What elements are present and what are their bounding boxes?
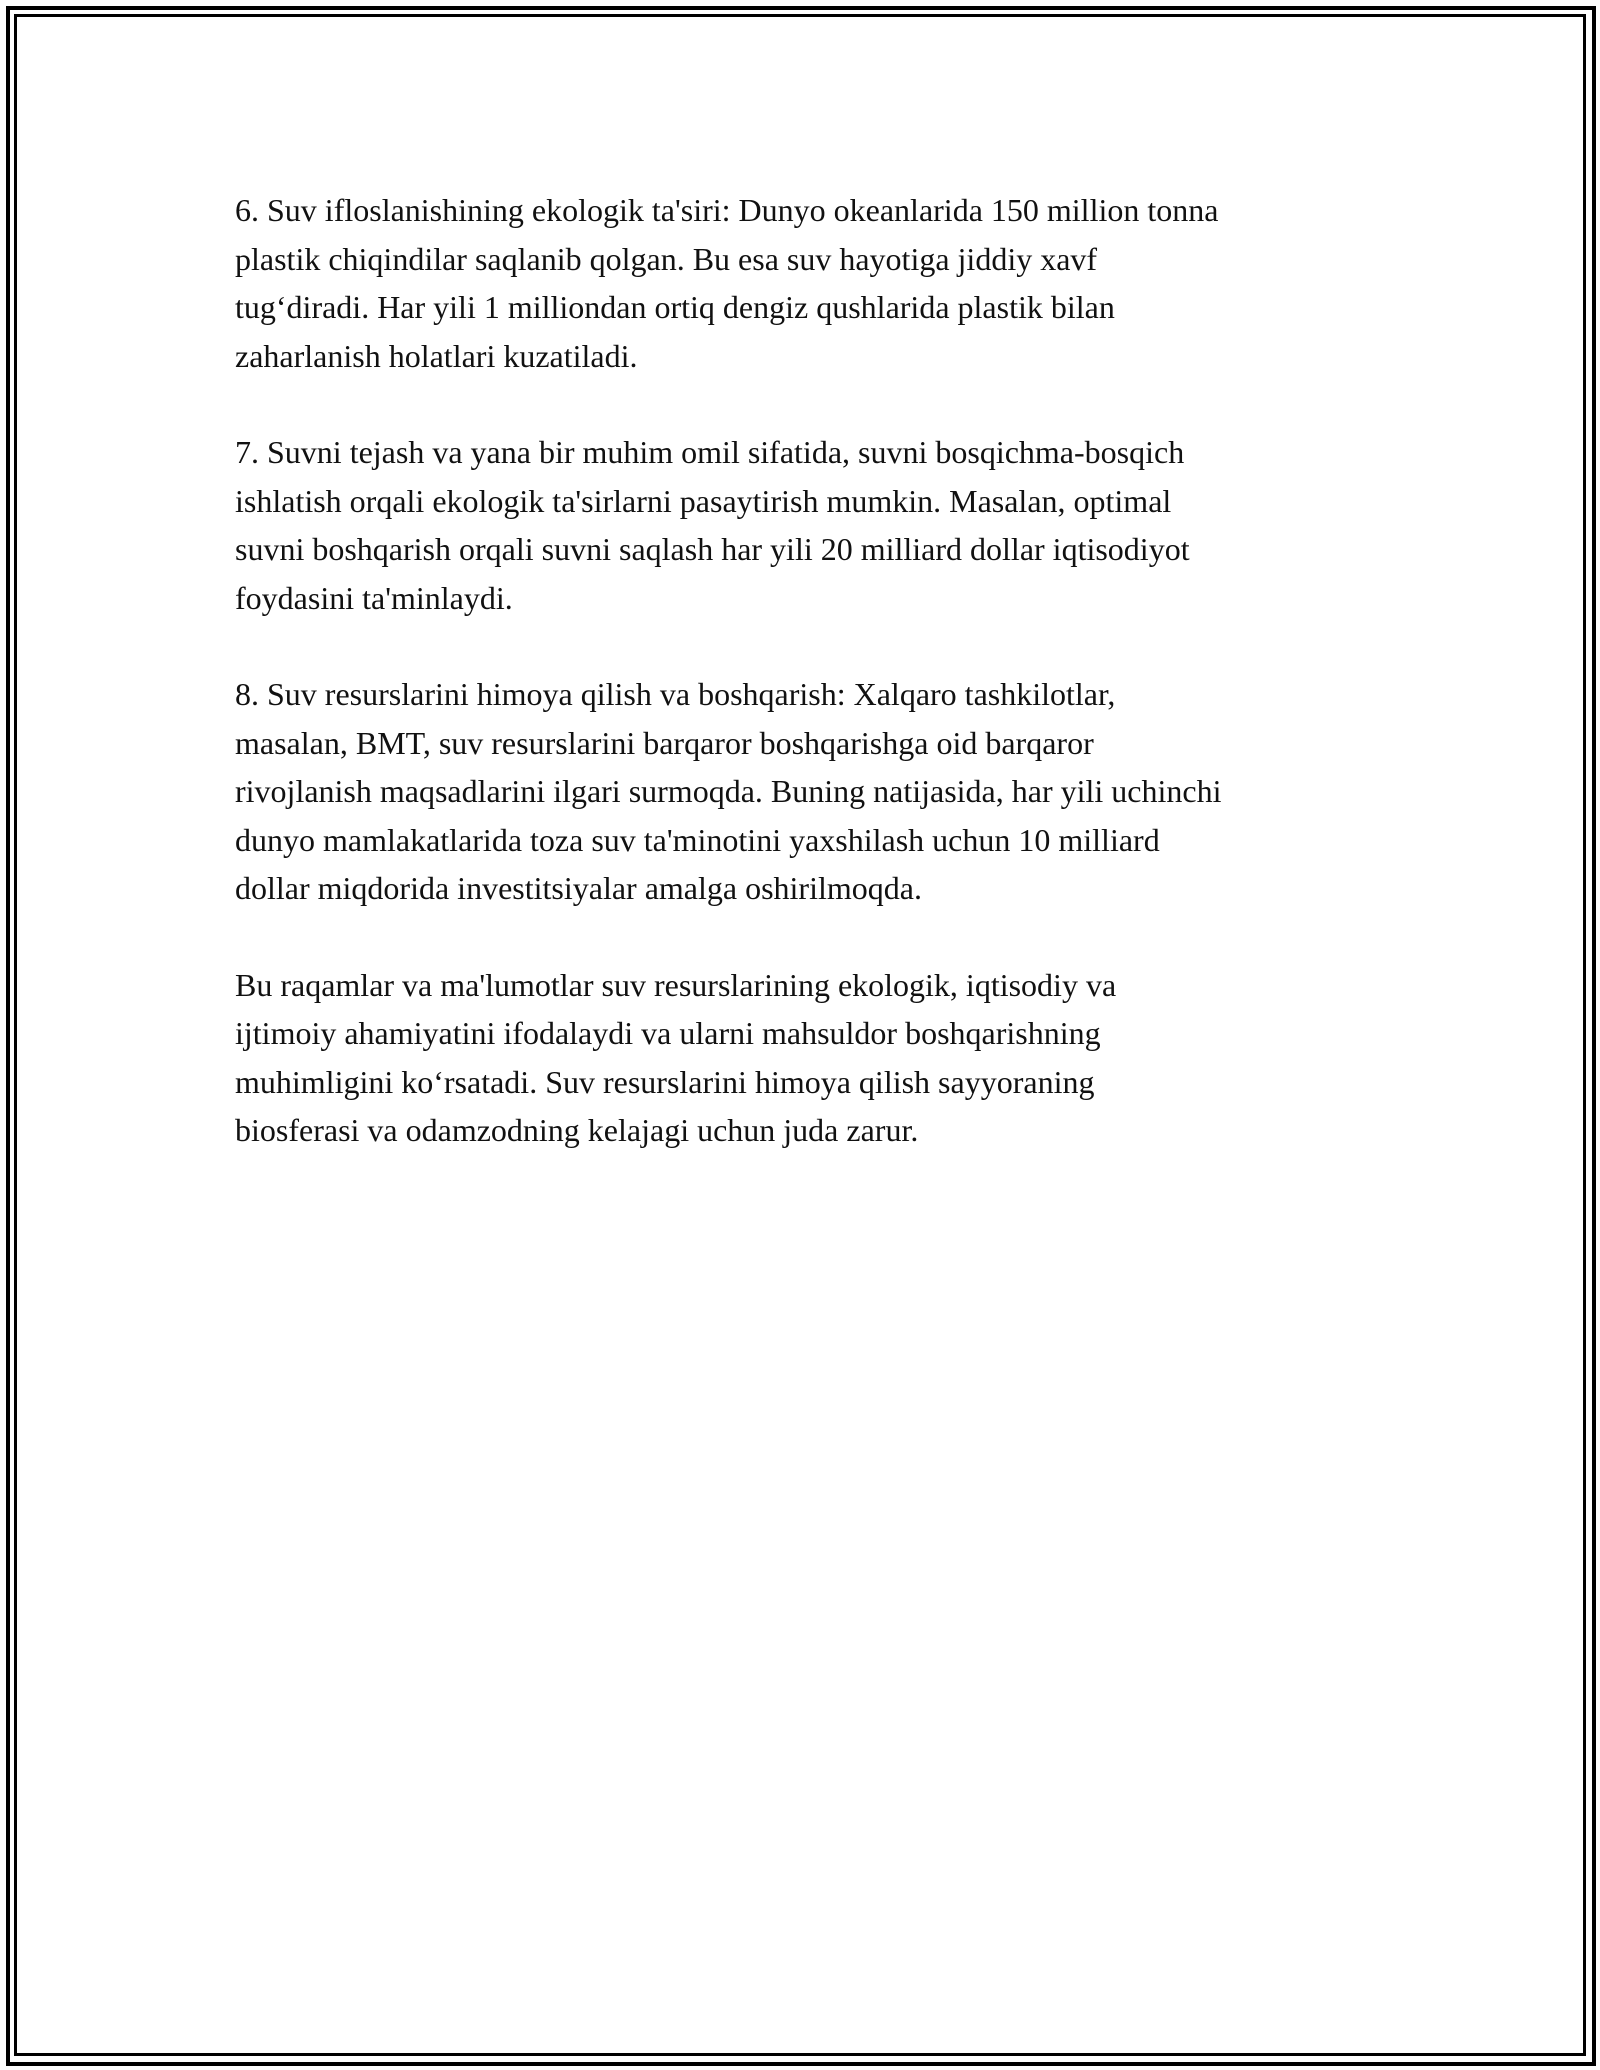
paragraph-7-water-saving: 7. Suvni tejash va yana bir muhim omil sifatida, suvni bosqichma-bosqich ishlatish orqali ekologik ta'sirlarni pasaytirish mumkin. Masalan, optimal suvni boshqarish orqali suvni saqlash har yili 20 milliard dollar iqtisodiyot foydasini ta'minlaydi.	[235, 434, 1190, 616]
paragraph-8-water-protection: 8. Suv resurslarini himoya qilish va boshqarish: Xalqaro tashkilotlar, masalan, BMT, suv resurslarini barqaror boshqarishga oid barqaror rivojlanish maqsadlarini ilgari surmoqda. Buning natijasida, har yili uchinchi dunyo mamlakatlarida toza suv ta'minotini yaxshilash uchun 10 milliard dollar miqdorida investitsiyalar amalga oshirilmoqda.	[235, 676, 1222, 906]
paragraph-6-water-pollution: 6. Suv ifloslanishining ekologik ta'siri: Dunyo okeanlarida 150 million tonna plastik chiqindilar saqlanib qolgan. Bu esa suv hayotiga jiddiy xavf tug‘diradi. Har yili 1 milliondan ortiq dengiz qushlarida plastik bilan zaharlanish holatlari kuzatiladi.	[235, 192, 1219, 374]
document-body	[235, 186, 1375, 1203]
paragraph-conclusion: Bu raqamlar va ma'lumotlar suv resurslarining ekologik, iqtisodiy va ijtimoiy ahamiyatini ifodalaydi va ularni mahsuldor boshqarishning muhimligini ko‘rsatadi. Suv resurslarini himoya qilish sayyoraning biosferasi va odamzodning kelajagi uchun juda zarur.	[235, 966, 1117, 1148]
